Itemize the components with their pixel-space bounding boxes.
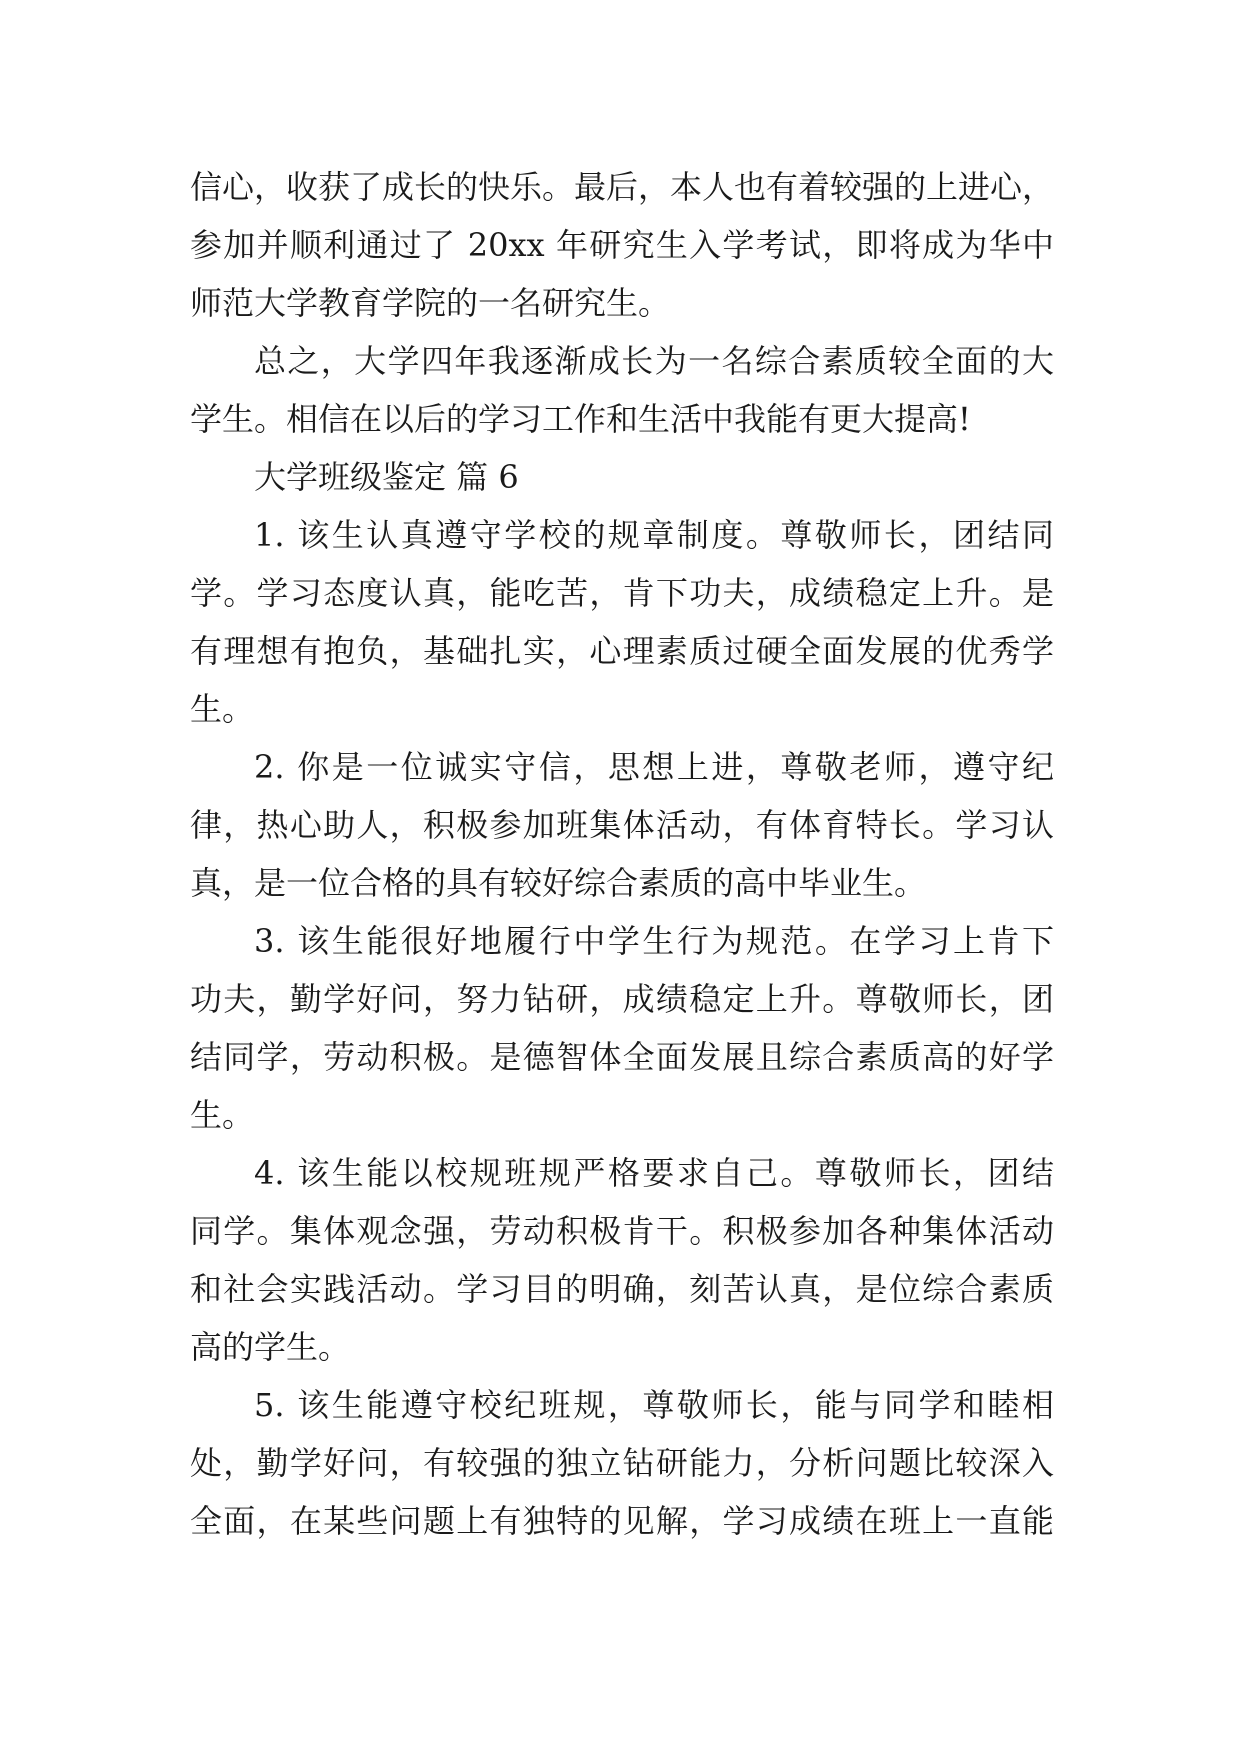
text-line: 同学。集体观念强，劳动积极肯干。积极参加各种集体活动 xyxy=(190,1212,1054,1250)
text-line: 3. 该生能很好地履行中学生行为规范。在学习上肯下 xyxy=(254,922,1054,960)
list-item xyxy=(190,506,1054,738)
list-item xyxy=(190,912,1054,1144)
text-line: 处，勤学好问，有较强的独立钻研能力，分析问题比较深入 xyxy=(190,1444,1054,1482)
text-line: 2. 你是一位诚实守信，思想上进，尊敬老师，遵守纪 xyxy=(254,748,1054,786)
text-line: 生。 xyxy=(190,690,255,728)
paragraph-summary xyxy=(190,332,1054,448)
text-line: 1. 该生认真遵守学校的规章制度。尊敬师长，团结同 xyxy=(254,516,1054,554)
paragraph-continuation xyxy=(190,158,1054,332)
text-line: 学生。相信在以后的学习工作和生活中我能有更大提高! xyxy=(190,400,971,438)
text-line: 全面，在某些问题上有独特的见解，学习成绩在班上一直能 xyxy=(190,1502,1054,1540)
heading-text: 大学班级鉴定 篇 6 xyxy=(254,458,519,496)
text-line: 总之，大学四年我逐渐成长为一名综合素质较全面的大 xyxy=(254,342,1054,380)
section-heading xyxy=(190,448,1054,506)
list-item xyxy=(190,1376,1054,1550)
text-line: 5. 该生能遵守校纪班规，尊敬师长，能与同学和睦相 xyxy=(254,1386,1054,1424)
text-line: 师范大学教育学院的一名研究生。 xyxy=(190,284,671,322)
text-line: 真，是一位合格的具有较好综合素质的高中毕业生。 xyxy=(190,864,927,902)
text-line: 信心，收获了成长的快乐。最后，本人也有着较强的上进心， xyxy=(190,168,1055,206)
list-item xyxy=(190,1144,1054,1376)
text-line: 参加并顺利通过了 20xx 年研究生入学考试，即将成为华中 xyxy=(190,226,1054,264)
text-line: 生。 xyxy=(190,1096,255,1134)
text-line: 律，热心助人，积极参加班集体活动，有体育特长。学习认 xyxy=(190,806,1054,844)
text-line: 学。学习态度认真，能吃苦，肯下功夫，成绩稳定上升。是 xyxy=(190,574,1054,612)
text-line: 结同学，劳动积极。是德智体全面发展且综合素质高的好学 xyxy=(190,1038,1054,1076)
document-body xyxy=(190,158,1054,1550)
text-line: 4. 该生能以校规班规严格要求自己。尊敬师长，团结 xyxy=(254,1154,1054,1192)
text-line: 功夫，勤学好问，努力钻研，成绩稳定上升。尊敬师长，团 xyxy=(190,980,1054,1018)
text-line: 高的学生。 xyxy=(190,1328,351,1366)
text-line: 和社会实践活动。学习目的明确，刻苦认真，是位综合素质 xyxy=(190,1270,1054,1308)
text-line: 有理想有抱负，基础扎实，心理素质过硬全面发展的优秀学 xyxy=(190,632,1054,670)
list-item xyxy=(190,738,1054,912)
